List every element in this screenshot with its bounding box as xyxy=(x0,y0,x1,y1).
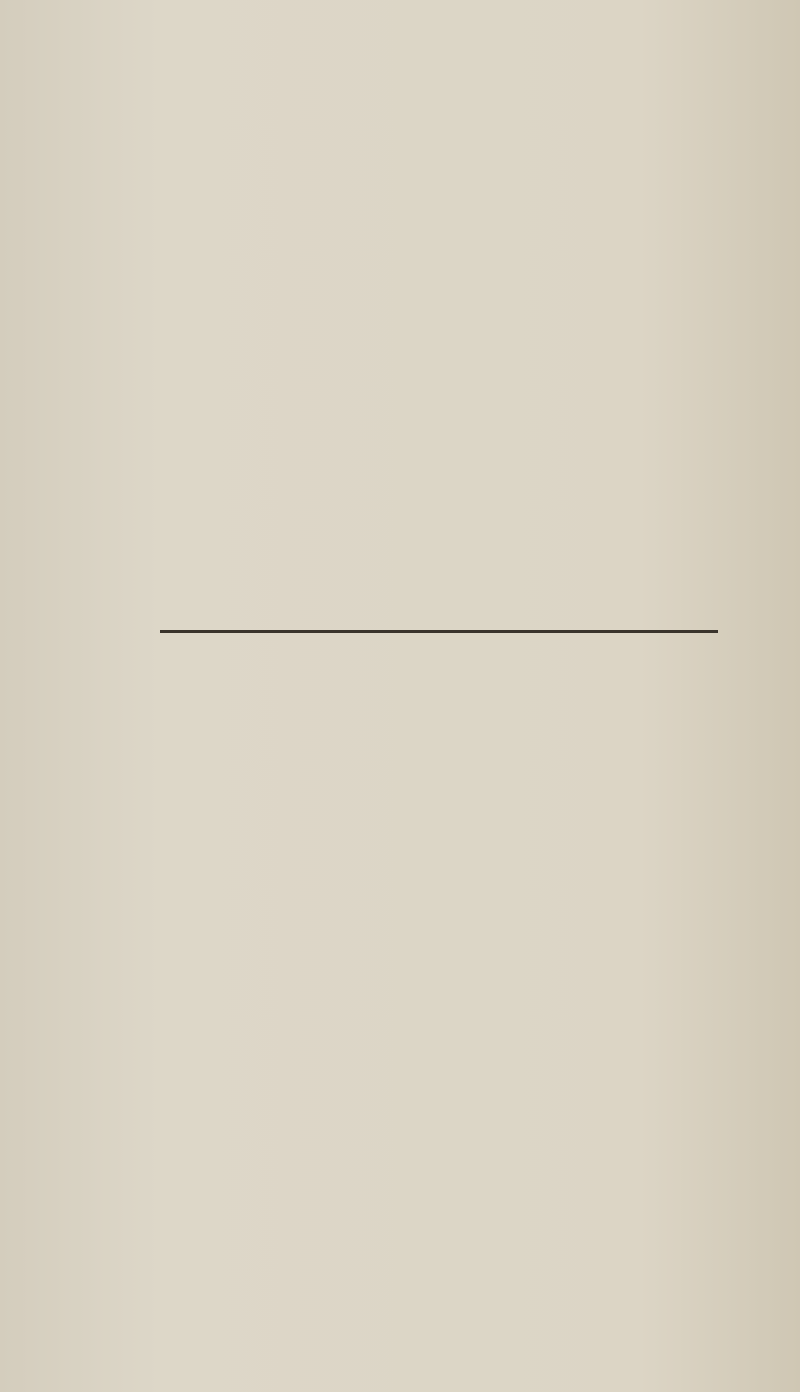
running-head xyxy=(118,26,758,66)
section-divider xyxy=(160,630,718,633)
bottom-text-block xyxy=(116,730,772,804)
